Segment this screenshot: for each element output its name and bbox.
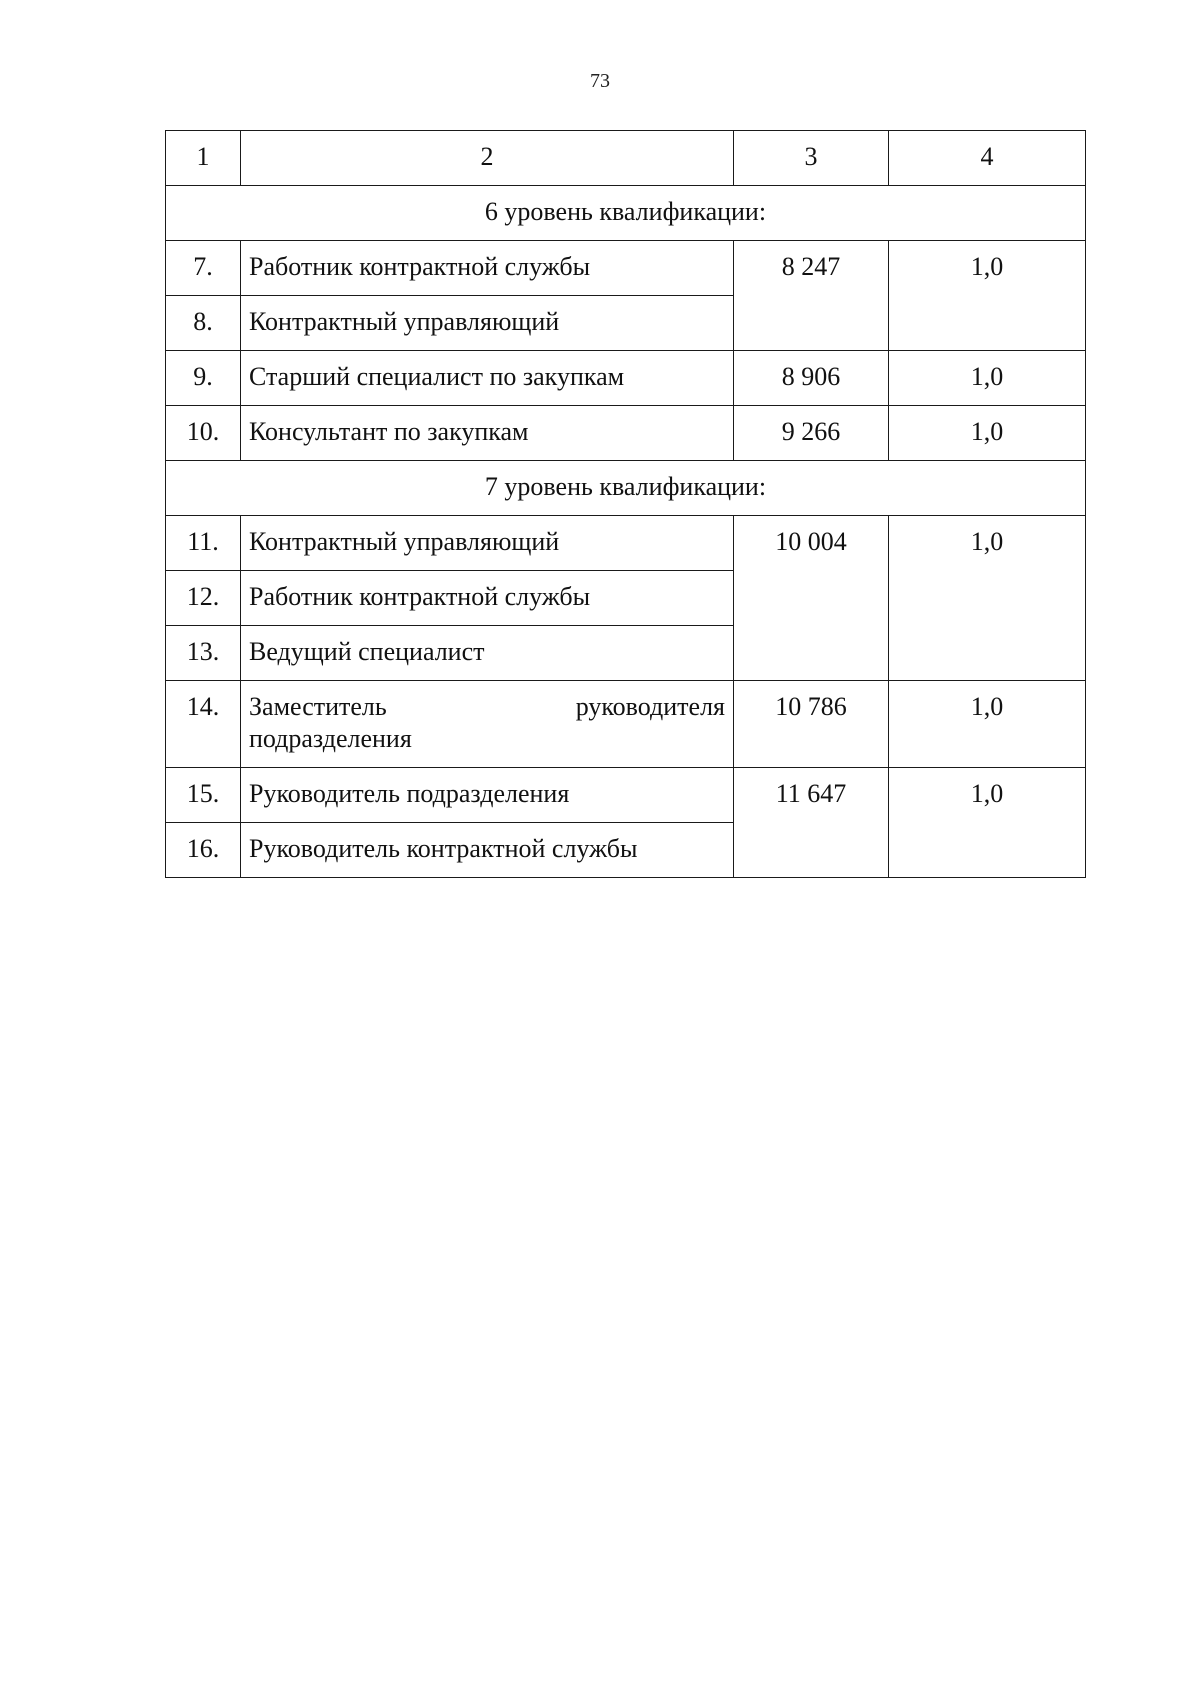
row-coefficient: 1,0 [889, 768, 1086, 878]
row-position [241, 681, 734, 768]
row-number: 8. [166, 296, 241, 351]
row-number: 12. [166, 571, 241, 626]
position-word: Заместитель [249, 692, 387, 721]
row-coefficient: 1,0 [889, 516, 1086, 681]
row-position: Контрактный управляющий [241, 516, 734, 571]
row-salary: 10 786 [734, 681, 889, 768]
row-position: Ведущий специалист [241, 626, 734, 681]
row-position: Руководитель подразделения [241, 768, 734, 823]
table-row [166, 241, 1086, 296]
row-coefficient: 1,0 [889, 241, 1086, 351]
header-cell-3: 3 [734, 131, 889, 186]
row-number: 15. [166, 768, 241, 823]
header-cell-1: 1 [166, 131, 241, 186]
row-coefficient: 1,0 [889, 681, 1086, 768]
section-title: 6 уровень квалификации: [166, 186, 1086, 241]
row-number: 9. [166, 351, 241, 406]
header-row [166, 131, 1086, 186]
row-position: Работник контрактной службы [241, 571, 734, 626]
row-position: Руководитель контрактной службы [241, 823, 734, 878]
row-salary: 11 647 [734, 768, 889, 878]
row-number: 14. [166, 681, 241, 768]
row-salary: 8 247 [734, 241, 889, 351]
section-row [166, 186, 1086, 241]
position-line-1 [249, 691, 725, 723]
row-position: Работник контрактной службы [241, 241, 734, 296]
section-title: 7 уровень квалификации: [166, 461, 1086, 516]
table-row [166, 768, 1086, 823]
row-coefficient: 1,0 [889, 406, 1086, 461]
row-number: 11. [166, 516, 241, 571]
row-salary: 8 906 [734, 351, 889, 406]
table-row [166, 351, 1086, 406]
header-cell-4: 4 [889, 131, 1086, 186]
row-number: 7. [166, 241, 241, 296]
table-row [166, 681, 1086, 768]
row-number: 16. [166, 823, 241, 878]
table-row [166, 516, 1086, 571]
section-row [166, 461, 1086, 516]
row-number: 10. [166, 406, 241, 461]
row-position: Старший специалист по закупкам [241, 351, 734, 406]
row-coefficient: 1,0 [889, 351, 1086, 406]
row-salary: 10 004 [734, 516, 889, 681]
table-row [166, 406, 1086, 461]
row-number: 13. [166, 626, 241, 681]
page-number: 73 [590, 70, 610, 92]
header-cell-2: 2 [241, 131, 734, 186]
row-position: Контрактный управляющий [241, 296, 734, 351]
position-word: руководителя [575, 692, 725, 721]
qualification-table [165, 130, 1086, 878]
row-salary: 9 266 [734, 406, 889, 461]
row-position: Консультант по закупкам [241, 406, 734, 461]
position-line-2: подразделения [249, 724, 412, 753]
